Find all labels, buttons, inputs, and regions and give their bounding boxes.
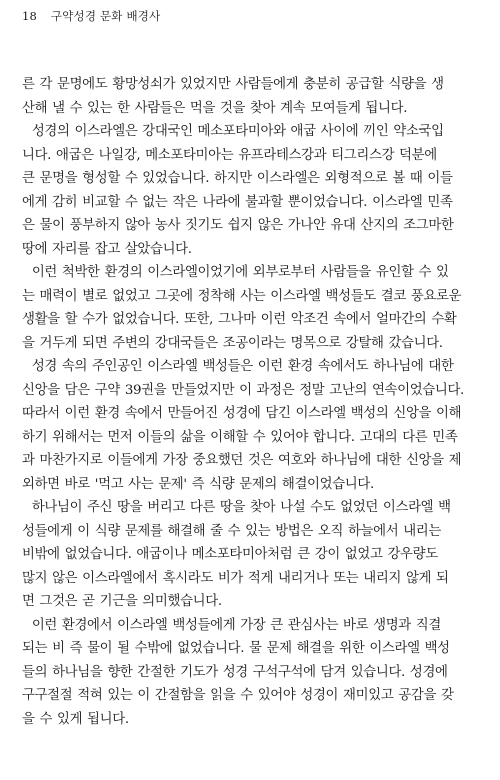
text-line: 신앙을 담은 구약 39권을 만들었지만 이 과정은 정말 고난의 연속이었습니다. [22, 382, 464, 398]
text-line: 성경의 이스라엘은 강대국인 메소포타미아와 애굽 사이에 끼인 약소국입 [22, 124, 444, 139]
text-line: 들의 하나님을 향한 간절한 기도가 성경 구석구석에 담겨 있습니다. 성경에 [22, 664, 448, 680]
text-line: 성경 속의 주인공인 이스라엘 백성들은 이런 환경 속에서도 하나님에 대한 [22, 359, 454, 374]
text-line: 많지 않은 이스라엘에서 혹시라도 비가 적게 내리거나 또는 내리지 않게 되 [22, 570, 449, 586]
text-line: 과 마찬가지로 이들에게 가장 중요했던 것은 여호와 하나님에 대한 신앙을 제 [22, 453, 462, 468]
text-line: 른 각 문명에도 황망성쇠가 있었지만 사람들에게 충분히 공급할 식량을 생 [22, 77, 444, 92]
text-line: 큰 문명을 형성할 수 있었습니다. 하지만 이스라엘은 외형적으로 볼 때 이들 [22, 171, 453, 186]
text-line: 는 매력이 별로 없었고 그곳에 정착해 사는 이스라엘 백성들도 결코 풍요로운 [22, 288, 462, 304]
text-line: 은 물이 풍부하지 않아 농사 짓기도 쉽지 않은 가나안 유대 산지의 조그마한 [22, 218, 454, 233]
text-line: 이런 척박한 환경의 이스라엘이었기에 외부로부터 사람들을 유인할 수 있 [22, 265, 449, 280]
text-line: 구구절절 적혀 있는 이 간절함을 읽을 수 있어야 성경이 재미있고 공감을 갖 [22, 688, 454, 703]
text-line: 생활을 할 수가 없었습니다. 또한, 그나마 이런 악조건 속에서 얼마간의 수확 [22, 312, 457, 327]
text-line: 을 수 있게 됩니다. [22, 711, 129, 727]
text-line: 니다. 애굽은 나일강, 메소포타미아는 유프라테스강과 티그리스강 덕분에 [22, 147, 437, 163]
text-line: 을 거두게 되면 주변의 강대국들은 조공이라는 명목으로 강탈해 갔습니다. [22, 335, 443, 351]
text-line: 외하면 바로 '먹고 사는 문제' 즉 식량 문제의 해결이었습니다. [22, 476, 374, 492]
text-line: 하나님이 주신 땅을 버리고 다른 땅을 찾아 나설 수도 없었던 이스라엘 백 [22, 500, 451, 515]
text-line: 에게 감히 비교할 수 없는 작은 나라에 불과할 뿐이었습니다. 이스라엘 민족 [22, 194, 453, 210]
body-text [22, 73, 480, 731]
text-line: 산해 낼 수 있는 한 사람들은 먹을 것을 찾아 계속 모여들게 됩니다. [22, 100, 408, 116]
running-title: 구약성경 문화 배경사 [50, 9, 161, 23]
text-line: 되는 비 즉 물이 될 수밖에 없었습니다. 물 문제 해결을 위한 이스라엘 백성 [22, 641, 450, 656]
text-line: 이런 환경에서 이스라엘 백성들에게 가장 큰 관심사는 바로 생명과 직결 [22, 617, 441, 633]
text-line: 땅에 자리를 잡고 살았습니다. [22, 241, 192, 257]
page-number: 18 [22, 9, 38, 23]
text-line: 면 그것은 곧 기근을 의미했습니다. [22, 594, 222, 609]
running-header [22, 8, 160, 24]
text-line: 비밖에 없었습니다. 애굽이나 메소포타미아처럼 큰 강이 없었고 강우량도 [22, 547, 438, 562]
text-line: 성들에게 이 식량 문제를 해결해 줄 수 있는 방법은 오직 하늘에서 내리는 [22, 523, 441, 539]
text-line: 따라서 이런 환경 속에서 만들어진 성경에 담긴 이스라엘 백성의 신앙을 이해 [22, 406, 462, 421]
text-line: 하기 위해서는 먼저 이들의 삶을 이해할 수 있어야 합니다. 고대의 다른 민족 [22, 429, 458, 445]
